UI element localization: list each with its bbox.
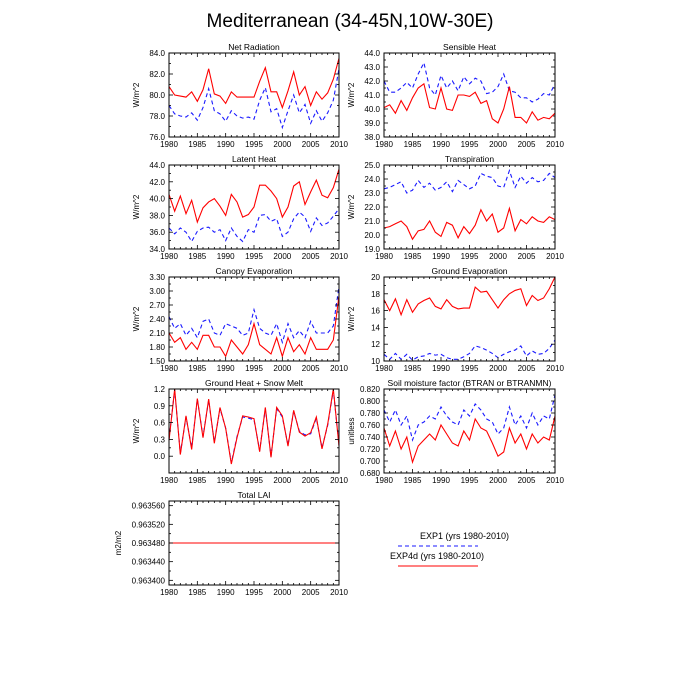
- y-tick-label: 76.0: [149, 133, 165, 142]
- x-tick-label: 1995: [245, 252, 263, 261]
- y-tick-label: 0.963560: [131, 501, 165, 511]
- x-tick-label: 1995: [245, 476, 263, 485]
- panel-6: [132, 378, 348, 485]
- x-tick-label: 2005: [301, 588, 320, 597]
- x-tick-label: 1990: [432, 476, 450, 485]
- x-tick-label: 1985: [188, 252, 207, 261]
- panel-title: Total LAI: [237, 490, 271, 500]
- x-tick-label: 1985: [188, 588, 207, 597]
- x-tick-label: 2005: [517, 140, 536, 149]
- y-tick-label: 82.0: [149, 70, 165, 79]
- x-tick-label: 1980: [160, 140, 178, 149]
- y-tick-label: 40.0: [149, 194, 165, 204]
- y-tick-label: 43.0: [364, 63, 380, 72]
- x-tick-label: 1990: [216, 252, 235, 261]
- y-axis-label: W/m^2: [347, 82, 356, 108]
- y-tick-label: 0.963480: [131, 539, 165, 548]
- plot-frame: [384, 53, 555, 137]
- x-tick-label: 2010: [330, 588, 348, 597]
- y-tick-label: 20.0: [364, 231, 380, 240]
- x-tick-label: 2005: [301, 140, 320, 149]
- x-tick-label: 2000: [489, 476, 507, 485]
- y-tick-label: 19.0: [364, 245, 380, 254]
- x-tick-label: 1980: [375, 140, 393, 149]
- y-tick-label: 0.0: [153, 452, 165, 462]
- panel-5: [347, 266, 564, 373]
- series-line-exp4d: [169, 169, 339, 222]
- x-tick-label: 1980: [375, 364, 393, 373]
- x-tick-label: 2000: [273, 588, 292, 597]
- x-tick-label: 1990: [432, 140, 450, 149]
- x-tick-label: 1985: [403, 252, 422, 261]
- y-tick-label: 1.2: [153, 385, 165, 394]
- legend: [390, 531, 509, 566]
- x-tick-label: 2000: [273, 140, 292, 149]
- y-tick-label: 38.0: [364, 133, 380, 142]
- x-tick-label: 2000: [489, 252, 507, 261]
- x-tick-label: 2005: [301, 252, 320, 261]
- x-tick-label: 1985: [403, 476, 422, 485]
- figure-title: Mediterranean (34-45N,10W-30E): [206, 11, 494, 32]
- y-axis-label: W/m^2: [132, 306, 141, 332]
- x-tick-label: 1980: [375, 252, 393, 261]
- x-tick-label: 2000: [489, 364, 507, 373]
- x-tick-label: 2010: [330, 476, 348, 485]
- x-tick-label: 1990: [432, 252, 450, 261]
- y-tick-label: 0.820: [359, 385, 380, 394]
- y-tick-label: 0.6: [153, 418, 165, 428]
- x-tick-label: 2000: [273, 476, 292, 485]
- y-tick-label: 34.0: [149, 245, 165, 254]
- x-tick-label: 1995: [460, 364, 479, 373]
- y-tick-label: 0.9: [153, 401, 165, 411]
- panel-title: Ground Evaporation: [431, 266, 508, 276]
- x-tick-label: 2005: [301, 364, 320, 373]
- panel-3: [347, 154, 564, 261]
- y-tick-label: 24.0: [364, 175, 380, 184]
- series-line-exp4d: [384, 416, 555, 462]
- x-tick-label: 2005: [517, 476, 536, 485]
- y-tick-label: 2.40: [149, 315, 165, 324]
- y-tick-label: 2.10: [149, 329, 165, 338]
- legend-label: EXP1 (yrs 1980-2010): [420, 531, 510, 541]
- y-tick-label: 0.3: [153, 435, 165, 445]
- y-tick-label: 3.00: [149, 287, 165, 296]
- y-tick-label: 42.0: [364, 77, 380, 86]
- x-tick-label: 2000: [489, 140, 507, 149]
- x-tick-label: 2005: [301, 476, 320, 485]
- y-tick-label: 0.963400: [131, 576, 165, 586]
- y-axis-label: W/m^2: [347, 306, 356, 332]
- plot-frame: [169, 277, 339, 361]
- series-line-exp4d: [384, 84, 555, 123]
- y-tick-label: 21.0: [364, 217, 380, 226]
- x-tick-label: 2010: [330, 252, 348, 261]
- x-tick-label: 1995: [460, 140, 479, 149]
- panel-8: [114, 490, 348, 597]
- series-line-exp4d: [384, 208, 555, 239]
- y-tick-label: 0.963440: [131, 557, 165, 567]
- x-tick-label: 2005: [517, 364, 536, 373]
- y-tick-label: 0.740: [359, 433, 380, 442]
- x-tick-label: 1980: [375, 476, 393, 485]
- x-tick-label: 1980: [160, 588, 178, 597]
- y-axis-label: W/m^2: [132, 194, 141, 220]
- x-tick-label: 1995: [460, 476, 479, 485]
- x-tick-label: 2010: [546, 252, 564, 261]
- y-tick-label: 12: [371, 340, 380, 350]
- y-tick-label: 14: [371, 323, 380, 333]
- y-tick-label: 18: [371, 289, 380, 299]
- y-tick-label: 0.760: [359, 421, 380, 430]
- series-line-exp4d: [169, 58, 339, 107]
- y-tick-label: 2.70: [149, 301, 165, 310]
- panel-grid: [114, 42, 564, 597]
- y-tick-label: 0.963520: [131, 520, 165, 530]
- panel-title: Latent Heat: [232, 154, 276, 164]
- y-tick-label: 0.700: [359, 457, 380, 466]
- panel-title: Ground Heat + Snow Melt: [204, 378, 304, 388]
- x-tick-label: 1990: [216, 140, 235, 149]
- y-tick-label: 25.0: [364, 161, 380, 170]
- panel-title: Canopy Evaporation: [215, 266, 293, 276]
- y-tick-label: 1.50: [149, 357, 165, 366]
- y-axis-label: unitless: [347, 417, 356, 445]
- y-tick-label: 80.0: [149, 91, 165, 100]
- series-line-exp1: [169, 286, 339, 342]
- x-tick-label: 1985: [403, 140, 422, 149]
- panel-title: Net Radiation: [228, 42, 280, 52]
- y-tick-label: 39.0: [364, 119, 380, 128]
- x-tick-label: 1980: [160, 252, 178, 261]
- series-line-exp1: [384, 171, 555, 193]
- y-tick-label: 3.30: [149, 273, 165, 282]
- y-tick-label: 40.0: [364, 105, 380, 114]
- x-tick-label: 1995: [245, 588, 263, 597]
- legend-label: EXP4d (yrs 1980-2010): [390, 551, 485, 561]
- y-tick-label: 0.800: [359, 397, 380, 406]
- x-tick-label: 1995: [460, 252, 479, 261]
- y-tick-label: 42.0: [149, 177, 165, 187]
- y-tick-label: 1.80: [149, 343, 165, 352]
- y-tick-label: 0.720: [359, 445, 380, 454]
- x-tick-label: 1990: [432, 364, 450, 373]
- y-axis-label: W/m^2: [347, 194, 356, 220]
- x-tick-label: 1980: [160, 476, 178, 485]
- plot-frame: [169, 53, 339, 137]
- y-tick-label: 23.0: [364, 189, 380, 198]
- y-tick-label: 44.0: [149, 161, 165, 170]
- panel-0: [132, 42, 348, 149]
- y-tick-label: 36.0: [149, 228, 165, 238]
- x-tick-label: 2005: [517, 252, 536, 261]
- y-tick-label: 20: [371, 273, 380, 282]
- panel-title: Transpiration: [444, 154, 495, 164]
- plot-frame: [384, 277, 555, 361]
- x-tick-label: 2010: [546, 476, 564, 485]
- panel-title: Sensible Heat: [443, 42, 496, 52]
- x-tick-label: 1980: [160, 364, 178, 373]
- x-tick-label: 1990: [216, 364, 235, 373]
- y-tick-label: 0.680: [359, 469, 380, 478]
- x-tick-label: 1995: [245, 364, 263, 373]
- y-tick-label: 41.0: [364, 91, 380, 100]
- panel-title: Soil moisture factor (BTRAN or BTRANMN): [387, 378, 552, 388]
- y-tick-label: 44.0: [364, 49, 380, 58]
- series-line-exp1: [169, 209, 339, 242]
- x-tick-label: 1985: [188, 140, 207, 149]
- y-axis-label: W/m^2: [132, 418, 141, 444]
- x-tick-label: 2010: [546, 364, 564, 373]
- x-tick-label: 1995: [245, 140, 263, 149]
- x-tick-label: 2000: [273, 252, 292, 261]
- plot-frame: [384, 165, 555, 249]
- y-axis-label: m2/m2: [114, 530, 123, 556]
- x-tick-label: 1985: [188, 476, 207, 485]
- plot-frame: [169, 389, 339, 473]
- x-tick-label: 2000: [273, 364, 292, 373]
- x-tick-label: 1990: [216, 588, 235, 597]
- x-tick-label: 1985: [188, 364, 207, 373]
- plot-frame: [384, 389, 555, 473]
- panel-4: [132, 266, 348, 373]
- x-tick-label: 1985: [403, 364, 422, 373]
- x-tick-label: 2010: [546, 140, 564, 149]
- y-tick-label: 16: [371, 306, 380, 316]
- y-tick-label: 10: [371, 357, 380, 366]
- x-tick-label: 2010: [330, 140, 348, 149]
- y-tick-label: 78.0: [149, 112, 165, 121]
- panel-2: [132, 154, 348, 261]
- panel-1: [347, 42, 564, 149]
- y-tick-label: 84.0: [149, 49, 165, 58]
- series-line-exp1: [384, 395, 555, 440]
- y-tick-label: 22.0: [364, 203, 380, 212]
- panel-7: [347, 378, 564, 485]
- y-tick-label: 38.0: [149, 211, 165, 221]
- series-line-exp4d: [384, 277, 555, 315]
- y-tick-label: 0.780: [359, 409, 380, 418]
- y-axis-label: W/m^2: [132, 82, 141, 108]
- x-tick-label: 2010: [330, 364, 348, 373]
- x-tick-label: 1990: [216, 476, 235, 485]
